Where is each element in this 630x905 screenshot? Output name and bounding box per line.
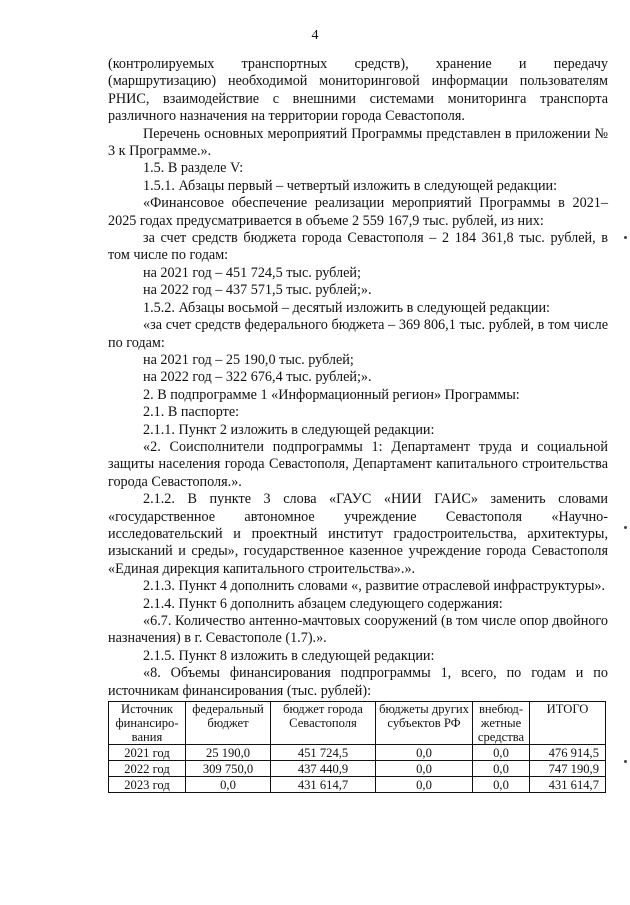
table-cell: 0,0 <box>186 777 271 793</box>
table-row <box>109 777 606 793</box>
table-cell: 25 190,0 <box>186 745 271 761</box>
paragraph: 2.1.5. Пункт 8 изложить в следующей редакции: <box>143 647 435 664</box>
financing-table-wrapper <box>108 701 608 793</box>
table-header-cell: ИТОГО <box>530 702 606 745</box>
table-header-cell: Источник финансиро-вания <box>109 702 186 745</box>
paragraph: 1.5. В разделе V: <box>143 160 244 177</box>
table-cell: 0,0 <box>376 761 473 777</box>
paragraph: Перечень основных мероприятий Программы представлен в приложении № 3 к Программе.». <box>108 125 608 160</box>
paragraph: 2.1.4. Пункт 6 дополнить абзацем следующего содержания: <box>143 595 503 612</box>
table-cell: 2023 год <box>109 777 186 793</box>
table-cell: 437 440,9 <box>271 761 376 777</box>
table-cell: 0,0 <box>473 761 530 777</box>
paragraph: «Финансовое обеспечение реализации мероприятий Программы в 2021–2025 годах предусматривается в объеме 2 559 167,9 тыс. рублей, из них: <box>108 195 608 229</box>
table-cell: 0,0 <box>376 777 473 793</box>
table-cell: 2021 год <box>109 745 186 761</box>
paragraph: 2. В подпрограмме 1 «Информационный регион» Программы: <box>143 386 520 403</box>
scan-speck <box>624 236 627 239</box>
table-cell: 476 914,5 <box>530 745 606 761</box>
table-header-row <box>109 702 606 745</box>
scan-speck <box>624 526 627 529</box>
table-header-cell: бюджет города Севастополя <box>271 702 376 745</box>
paragraph: 1.5.1. Абзацы первый – четвертый изложить в следующей редакции: <box>143 177 558 194</box>
table-cell: 2022 год <box>109 761 186 777</box>
table-cell: 309 750,0 <box>186 761 271 777</box>
paragraph: на 2021 год – 451 724,5 тыс. рублей; <box>143 264 361 281</box>
paragraph: «6.7. Количество антенно-мачтовых сооружений (в том числе опор двойного назначения) в г. Севастополе (1.7).». <box>108 613 608 647</box>
table-header-cell: внебюд-жетные средства <box>473 702 530 745</box>
paragraph: (маршрутизацию) необходимой мониторинговой информации пользователям РНИС, взаимодействие с внешними системами мониторинга транспорта различного назначения на территории города Севастополя. <box>108 73 608 125</box>
paragraph: 2.1.3. Пункт 4 дополнить словами «, развитие отраслевой инфраструктуры». <box>143 578 605 595</box>
paragraph: на 2021 год – 25 190,0 тыс. рублей; <box>143 351 354 368</box>
paragraph: «8. Объемы финансирования подпрограммы 1, всего, по годам и по источникам финансирования (тыс. рублей): <box>108 665 608 699</box>
financing-table <box>108 701 606 793</box>
table-cell: 431 614,7 <box>530 777 606 793</box>
paragraph: 1.5.2. Абзацы восьмой – десятый изложить в следующей редакции: <box>143 299 550 316</box>
table-row <box>109 745 606 761</box>
table-row <box>109 761 606 777</box>
document-body <box>108 56 608 793</box>
paragraph: 2.1. В паспорте: <box>143 404 240 421</box>
table-cell: 431 614,7 <box>271 777 376 793</box>
paragraph: 2.1.2. В пункте 3 слова «ГАУС «НИИ ГАИС» заменить словами «государственное автономное учреждение Севастополя «Научно-исследовательский и проектный институт градостроительства, архитектуры, изысканий и среды», государственное казенное учреждение города Севастополя «Единая дирекция капитального строительства».». <box>108 491 608 577</box>
paragraph: на 2022 год – 322 676,4 тыс. рублей;». <box>143 369 372 386</box>
table-cell: 451 724,5 <box>271 745 376 761</box>
paragraph: (контролируемых транспортных средств), хранение и передачу <box>108 56 608 72</box>
paragraph: за счет средств бюджета города Севастополя – 2 184 361,8 тыс. рублей, в том числе по годам: <box>108 230 608 264</box>
paragraph: на 2022 год – 437 571,5 тыс. рублей;». <box>143 282 372 299</box>
table-cell: 0,0 <box>473 777 530 793</box>
table-cell: 0,0 <box>473 745 530 761</box>
paragraph: «2. Соисполнители подпрограммы 1: Департамент труда и социальной защиты населения города Севастополя, Департамент капитального строительства города Севастополя.». <box>108 438 608 490</box>
table-header-cell: федеральный бюджет <box>186 702 271 745</box>
paragraph: 2.1.1. Пункт 2 изложить в следующей редакции: <box>143 421 435 438</box>
table-header-cell: бюджеты других субъектов РФ <box>376 702 473 745</box>
table-cell: 0,0 <box>376 745 473 761</box>
table-cell: 747 190,9 <box>530 761 606 777</box>
scan-speck <box>624 760 627 763</box>
paragraph: «за счет средств федерального бюджета – 369 806,1 тыс. рублей, в том числе по годам: <box>108 317 608 351</box>
page-number: 4 <box>311 28 319 43</box>
